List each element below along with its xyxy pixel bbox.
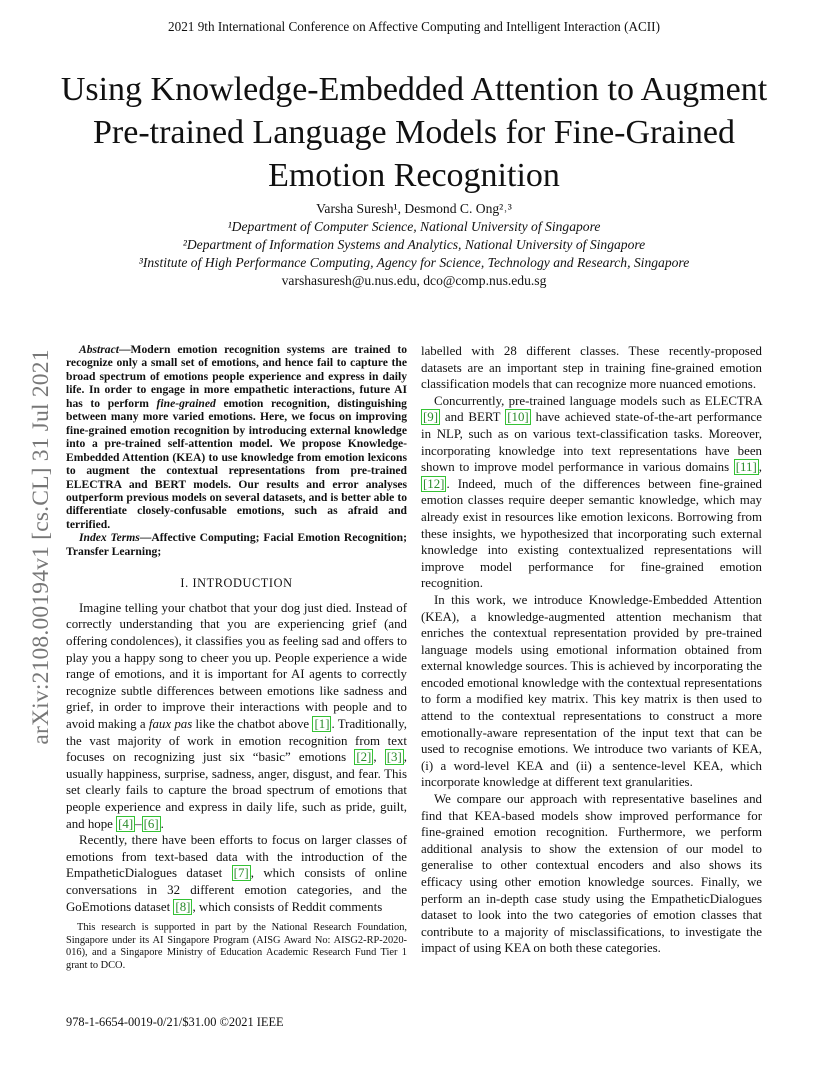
citation-link[interactable]: [9] — [423, 410, 439, 425]
citation-link[interactable]: [1] — [314, 717, 330, 731]
citation-link[interactable]: [10] — [507, 410, 529, 425]
citation-link[interactable]: [4] — [118, 816, 134, 831]
citation-link[interactable]: [7] — [233, 866, 249, 881]
index-terms: Index Terms—Affective Computing; Facial Emotion Recognition; Transfer Learning; — [66, 531, 407, 558]
intro-paragraph-5: We compare our approach with representative baselines and find that KEA-based models show improved performance for fine-grained emotion recognition. Furthermore, we perform additional analysis to show the extension of our model to generalise to other contextual encoders and also shows its efficacy using other emotion knowledge sources. Finally, we perform an in-depth case study using the EmpatheticDialogues dataset to look into the two categories of emotion classes that contribute to a majority of misclassifications, to investigate the impact of using KEA on both these categories. — [421, 792, 762, 956]
author-emails: varshasuresh@u.nus.edu, dco@comp.nus.edu.sg — [281, 273, 547, 288]
affiliation-1: ¹Department of Computer Science, National University of Singapore — [227, 219, 601, 234]
index-terms-label: Index Terms — [79, 531, 140, 545]
intro-paragraph-2: Recently, there have been efforts to focus on larger classes of emotions from text-based data with the introduction of the EmpatheticDialogues dataset [7] , which consists of online conversations in 32 different emotion categories, and the GoEmotions dataset [8] , which consists of Reddit comments — [66, 833, 407, 914]
affiliation-2: ²Department of Information Systems and Analytics, National University of Singapore — [182, 237, 646, 252]
intro-paragraph-3: Concurrently, pre-trained language models such as ELECTRA [9] and BERT [10] have achieved state-of-the-art performance in NLP, such as on various text-classification tasks. Moreover, incorporating knowledge into text representations have been shown to improve model performance in various domains [11] , [12] . Indeed, much of the differences between fine-grained emotion classes require deeper semantic knowledge, which may already exist in resources like emotion lexicons. Borrowing from these insights, we hypothesized that incorporating such external knowledge into existing contextualized representations will improve model performance for fine-grained emotion recognition. — [421, 393, 762, 591]
citation-link[interactable]: [11] — [735, 460, 757, 475]
author-names: Varsha Suresh¹, Desmond C. Ong²˒³ — [316, 201, 512, 216]
section-heading: I. INTRODUCTION — [180, 576, 293, 591]
citation-link[interactable]: [6] — [143, 816, 159, 831]
abstract-label: Abstract — [79, 343, 119, 356]
left-column — [66, 343, 407, 915]
citation-link[interactable]: [2] — [356, 750, 372, 765]
intro-paragraph-4: In this work, we introduce Knowledge-Embedded Attention (KEA), a knowledge-augmented attention mechanism that enriches the contextual representation provided by pre-trained language models using emotional information obtained from external knowledge sources. This is achieved by incorporating the encoded emotional knowledge with the contextual representations to form a modified key matrix. This key matrix is then used to attend to the contextual representations to construct a more emotionally-aware representation of the input text that can be used to recognise emotions. We introduce two variants of KEA, (i) a word-level KEA and (ii) a sentence-level KEA, which incorporate knowledge at different text granularities. — [421, 592, 762, 790]
intro-paragraph-2-continued: labelled with 28 different classes. These recently-proposed datasets are an important step in training fine-grained emotion classification models that can recognize more nuanced emotions. — [421, 344, 762, 392]
right-column — [421, 343, 762, 957]
copyright-footer: 978-1-6654-0019-0/21/$31.00 ©2021 IEEE — [66, 1015, 284, 1029]
arxiv-watermark: arXiv:2108.00194v1 [cs.CL] 31 Jul 2021 — [28, 349, 54, 745]
citation-link[interactable]: [3] — [386, 750, 402, 765]
citation-link[interactable]: [12] — [423, 476, 445, 491]
conference-header: 2021 9th International Conference on Affective Computing and Intelligent Interaction (ACII) — [168, 19, 660, 34]
footnote: This research is supported in part by the National Research Foundation, Singapore under its AI Singapore Program (AISG Award No: AISG2-RP-2020-016), and a Singapore Ministry of Education Academic Research Fund Tier 1 grant to DCO. — [66, 922, 407, 972]
paper-title: Using Knowledge-Embedded Attention to Augment Pre-trained Language Models for Fine-Grained Emotion Recognition — [60, 71, 768, 194]
intro-paragraph-1: Imagine telling your chatbot that your dog just died. Instead of correctly understanding that you are experiencing grief (and offering condolences), it classifies you as feeling sad and offers to play you a happy song to cheer you up. People experience a wide range of emotions, and it is important for AI agents to correctly recognize subtle differences between emotions like sadness and grief, in order to improve their interactions with people and to avoid making a faux pas like the chatbot above [1] . Traditionally, the vast majority of work in emotion recognition from text focuses on recognizing just six “basic” emotions [2] , [3] , usually happiness, surprise, sadness, anger, disgust, and fear. This set clearly fails to capture the broad spectrum of emotions that people experience and express in daily life, such as pride, guilt, and hope [4] – [6] . — [66, 600, 407, 831]
affiliation-3: ³Institute of High Performance Computing, Agency for Science, Technology and Research, Singapore — [138, 255, 690, 270]
authors-block — [0, 200, 828, 290]
abstract: Abstract—Modern emotion recognition systems are trained to recognize only a small set of emotions, and hence fail to capture the broad spectrum of emotions people experience and express in daily life. In order to engage in more empathetic interactions, future AI has to perform fine-grained emotion recognition, distinguishing between many more varied emotions. Here, we focus on improving fine-grained emotion recognition by introducing external knowledge into a pre-trained self-attention model. We propose Knowledge-Embedded Attention (KEA) to use knowledge from emotion lexicons to augment the contextual representations from pre-trained ELECTRA and BERT models. Our results and error analyses outperform previous models on several datasets, and is better able to differentiate closely-confusable emotions, such as afraid and terrified. — [66, 343, 407, 531]
citation-link[interactable]: [8] — [175, 899, 191, 914]
